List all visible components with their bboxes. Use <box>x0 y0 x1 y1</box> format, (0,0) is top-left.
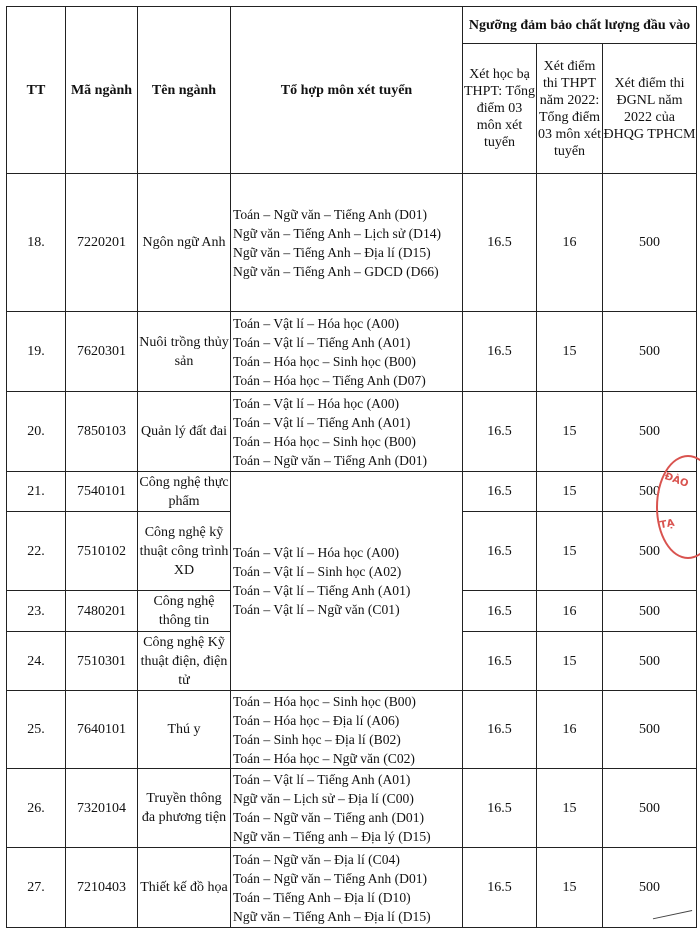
combo-line: Toán – Ngữ văn – Tiếng Anh (D01) <box>233 452 428 468</box>
row-hocba-score: 16.5 <box>463 174 537 312</box>
row-combos <box>231 392 463 472</box>
row-hocba-score: 16.5 <box>463 691 537 769</box>
row-dgnl-score: 500 <box>603 848 697 928</box>
row-thpt-score: 15 <box>537 848 603 928</box>
row-code: 7320104 <box>66 769 138 848</box>
row-thpt-score: 16 <box>537 591 603 632</box>
row-tt: 22. <box>7 512 66 591</box>
row-code: 7510102 <box>66 512 138 591</box>
row-tt: 18. <box>7 174 66 312</box>
row-dgnl-score: 500 <box>603 512 697 591</box>
admission-threshold-table <box>6 6 697 928</box>
header-threshold-group: Ngưỡng đảm bảo chất lượng đầu vào <box>463 7 697 44</box>
combo-line: Ngữ văn – Tiếng anh – Địa lý (D15) <box>233 829 431 844</box>
row-hocba-score: 16.5 <box>463 769 537 848</box>
stamp-text-bottom: TẠ <box>659 517 676 532</box>
combo-line: Toán – Ngữ văn – Tiếng anh (D01) <box>233 810 425 825</box>
combo-line: Toán – Tiếng Anh – Địa lí (D10) <box>233 889 411 905</box>
row-tt: 21. <box>7 472 66 512</box>
header-subject-combos: Tổ hợp môn xét tuyển <box>231 7 463 174</box>
row-combos <box>231 312 463 392</box>
row-tt: 23. <box>7 591 66 632</box>
combo-line: Toán – Hóa học – Sinh học (B00) <box>233 353 416 369</box>
combo-line: Toán – Vật lí – Tiếng Anh (A01) <box>233 414 411 430</box>
combo-line: Toán – Hóa học – Ngữ văn (C02) <box>233 750 415 766</box>
row-major-name: Truyền thông đa phương tiện <box>138 769 231 848</box>
row-code: 7210403 <box>66 848 138 928</box>
row-code: 7540101 <box>66 472 138 512</box>
combo-line: Ngữ văn – Tiếng Anh – Địa lí (D15) <box>233 908 431 924</box>
row-thpt-score: 15 <box>537 472 603 512</box>
row-tt: 26. <box>7 769 66 848</box>
combo-line: Toán – Sinh học – Địa lí (B02) <box>233 731 401 747</box>
row-dgnl-score: 500 <box>603 632 697 691</box>
row-major-name: Thú y <box>138 691 231 769</box>
row-combos <box>231 174 463 312</box>
combo-line: Ngữ văn – Tiếng Anh – Lịch sử (D14) <box>233 225 442 241</box>
row-dgnl-score: 500 <box>603 312 697 392</box>
combo-line: Toán – Ngữ văn – Tiếng Anh (D01) <box>233 206 428 222</box>
row-major-name: Công nghệ thông tin <box>138 591 231 632</box>
header-major-name: Tên ngành <box>138 7 231 174</box>
row-code: 7850103 <box>66 392 138 472</box>
header-thpt-exam: Xét điểm thi THPT năm 2022: Tổng điểm 03 môn xét tuyển <box>537 44 603 174</box>
row-code: 7220201 <box>66 174 138 312</box>
combo-line: Toán – Vật lí – Hóa học (A00) <box>233 395 400 411</box>
combo-line: Toán – Vật lí – Ngữ văn (C01) <box>233 602 400 617</box>
stamp-text-top: ĐÀO <box>662 471 690 490</box>
row-major-name: Nuôi trồng thủy sản <box>138 312 231 392</box>
row-major-name: Thiết kế đồ họa <box>138 848 231 928</box>
combo-line: Toán – Vật lí – Tiếng Anh (A01) <box>233 334 411 350</box>
row-dgnl-score: 500 <box>603 174 697 312</box>
header-tt: TT <box>7 7 66 174</box>
table-row <box>7 848 697 928</box>
row-major-name: Công nghệ Kỹ thuật điện, điện tử <box>138 632 231 691</box>
row-major-name: Công nghệ kỹ thuật công trình XD <box>138 512 231 591</box>
table-row <box>7 312 697 392</box>
row-hocba-score: 16.5 <box>463 312 537 392</box>
row-dgnl-score: 500 <box>603 769 697 848</box>
row-dgnl-score: 500 <box>603 392 697 472</box>
table-row <box>7 392 697 472</box>
combo-line: Toán – Hóa học – Sinh học (B00) <box>233 433 416 449</box>
combo-line: Toán – Vật lí – Tiếng Anh (A01) <box>233 772 411 787</box>
row-hocba-score: 16.5 <box>463 472 537 512</box>
row-code: 7620301 <box>66 312 138 392</box>
header-major-code: Mã ngành <box>66 7 138 174</box>
table-row <box>7 691 697 769</box>
row-tt: 25. <box>7 691 66 769</box>
row-code: 7640101 <box>66 691 138 769</box>
row-tt: 19. <box>7 312 66 392</box>
row-dgnl-score: 500 <box>603 691 697 769</box>
row-thpt-score: 15 <box>537 769 603 848</box>
row-code: 7480201 <box>66 591 138 632</box>
row-dgnl-score: 500 <box>603 472 697 512</box>
row-hocba-score: 16.5 <box>463 848 537 928</box>
combo-line: Toán – Vật lí – Sinh học (A02) <box>233 564 402 579</box>
header-hocba: Xét học bạ THPT: Tổng điểm 03 môn xét tuyển <box>463 44 537 174</box>
combo-line: Toán – Hóa học – Tiếng Anh (D07) <box>233 372 426 388</box>
row-thpt-score: 15 <box>537 312 603 392</box>
row-hocba-score: 16.5 <box>463 392 537 472</box>
row-combos <box>231 769 463 848</box>
row-tt: 20. <box>7 392 66 472</box>
row-thpt-score: 15 <box>537 512 603 591</box>
row-hocba-score: 16.5 <box>463 591 537 632</box>
row-combos <box>231 848 463 928</box>
combo-line: Toán – Ngữ văn – Tiếng Anh (D01) <box>233 870 428 886</box>
row-thpt-score: 16 <box>537 174 603 312</box>
combo-line: Ngữ văn – Tiếng Anh – GDCD (D66) <box>233 263 439 279</box>
row-thpt-score: 15 <box>537 392 603 472</box>
row-tt: 24. <box>7 632 66 691</box>
combo-line: Toán – Vật lí – Hóa học (A00) <box>233 545 400 560</box>
combo-line: Toán – Vật lí – Hóa học (A00) <box>233 315 400 331</box>
combo-line: Ngữ văn – Tiếng Anh – Địa lí (D15) <box>233 244 431 260</box>
row-hocba-score: 16.5 <box>463 512 537 591</box>
row-thpt-score: 15 <box>537 632 603 691</box>
row-major-name: Ngôn ngữ Anh <box>138 174 231 312</box>
table-row <box>7 769 697 848</box>
combo-line: Ngữ văn – Lịch sử – Địa lí (C00) <box>233 791 414 806</box>
combo-line: Toán – Hóa học – Sinh học (B00) <box>233 693 416 709</box>
row-code: 7510301 <box>66 632 138 691</box>
combo-line: Toán – Vật lí – Tiếng Anh (A01) <box>233 583 411 598</box>
row-hocba-score: 16.5 <box>463 632 537 691</box>
row-dgnl-score: 500 <box>603 591 697 632</box>
row-combos <box>231 691 463 769</box>
table-row <box>7 174 697 312</box>
shared-combos <box>231 472 463 691</box>
table-row <box>7 472 697 512</box>
row-major-name: Công nghệ thực phẩm <box>138 472 231 512</box>
combo-line: Toán – Ngữ văn – Địa lí (C04) <box>233 851 400 867</box>
header-dgnl: Xét điểm thi ĐGNL năm 2022 của ĐHQG TPHCM <box>603 44 697 174</box>
combo-line: Toán – Hóa học – Địa lí (A06) <box>233 712 400 728</box>
row-major-name: Quản lý đất đai <box>138 392 231 472</box>
row-thpt-score: 16 <box>537 691 603 769</box>
row-tt: 27. <box>7 848 66 928</box>
